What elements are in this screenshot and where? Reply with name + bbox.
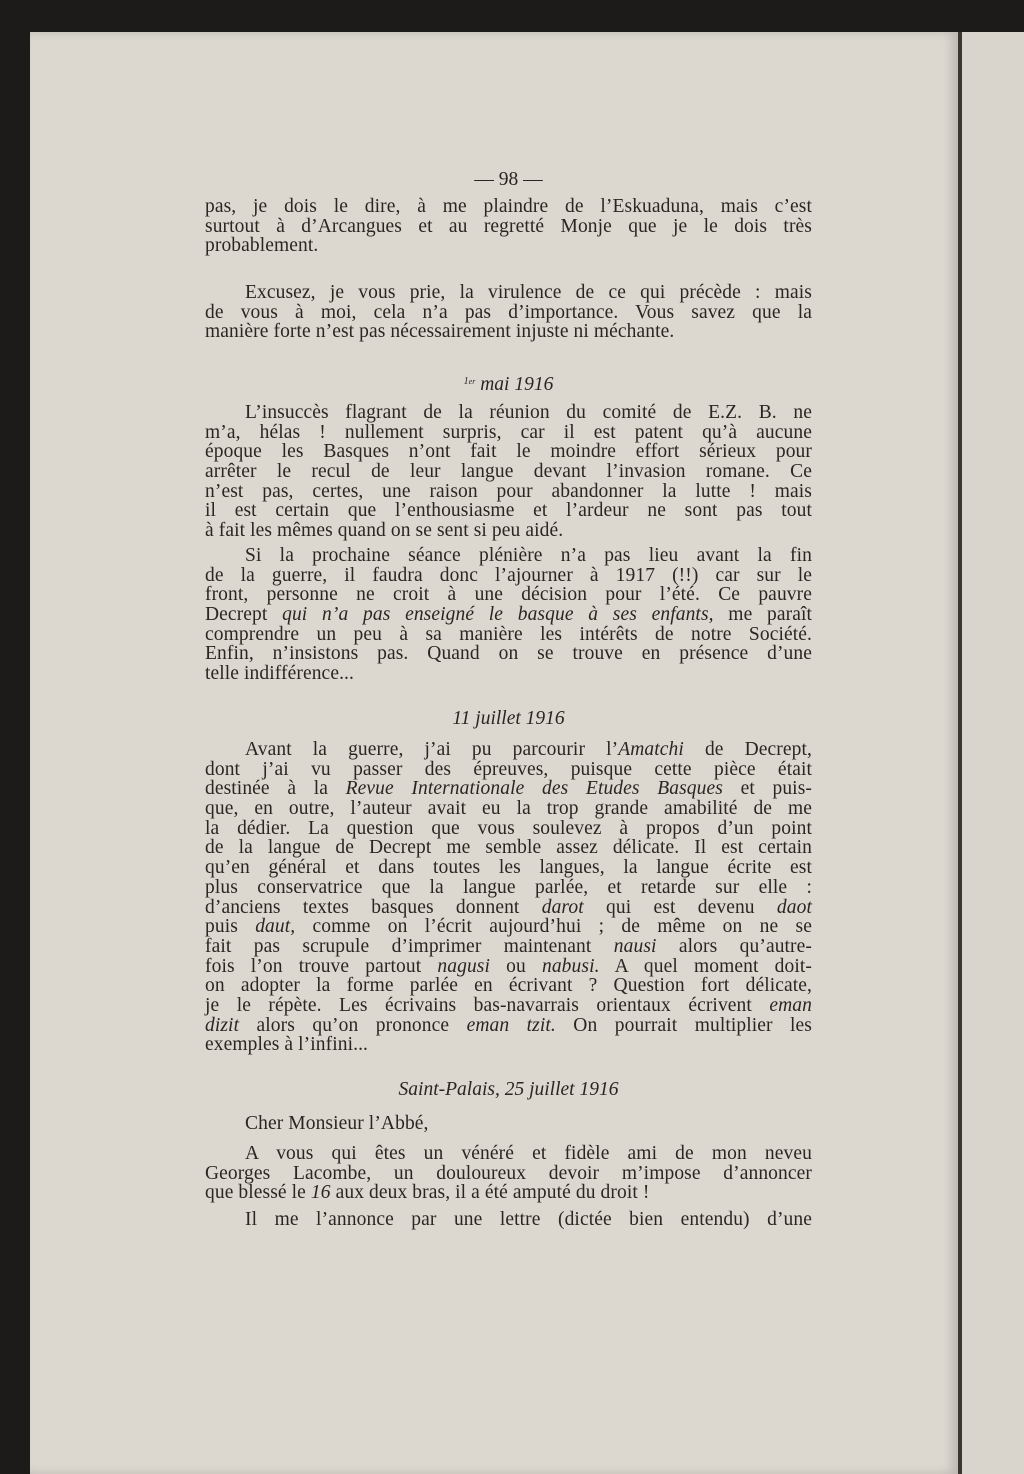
text-run: il est certain que l’enthousiasme et l’ardeur ne sont pas tout xyxy=(205,500,812,522)
text-run: de la langue de Decrept me semble assez délicate. Il est certain xyxy=(205,837,812,859)
text-line xyxy=(205,501,812,521)
text-line xyxy=(205,878,812,898)
text-run: fait pas scrupule d’imprimer maintenant xyxy=(205,935,614,957)
italic-text: daot xyxy=(776,896,812,918)
text-run: aux deux bras, il a été amputé du droit ! xyxy=(330,1182,650,1204)
text-line xyxy=(205,625,812,645)
text-run: qu’en général et dans toutes les langues, la langue écrite est xyxy=(205,857,812,879)
text-run: L’insuccès flagrant de la réunion du comité de E.Z. B. ne xyxy=(245,402,812,423)
text-line xyxy=(205,1114,812,1134)
text-run: fois l’on trouve partout xyxy=(205,955,438,977)
text-run: ou xyxy=(490,955,542,977)
text-run: dont j’ai vu passer des épreuves, puisque cette pièce était xyxy=(205,758,812,780)
text-run: de Decrept, xyxy=(683,739,812,760)
text-run: surtout à d’Arcangues et au regretté Monje que je le dois très xyxy=(205,215,812,237)
text-run: Cher Monsieur l’Abbé, xyxy=(245,1113,429,1134)
text-line xyxy=(205,1210,812,1230)
text-line xyxy=(205,403,812,423)
text-run: Excusez, je vous prie, la virulence de ce qui précède : mais xyxy=(245,282,812,303)
text-line xyxy=(205,322,812,342)
page-number: — 98 — xyxy=(474,169,543,190)
text-line xyxy=(205,1183,812,1203)
text-line xyxy=(205,217,812,237)
text-run: plus conservatrice que la langue parlée, et retarde sur elle : xyxy=(205,876,812,898)
text-run: A quel moment doit- xyxy=(599,955,812,977)
text-run: manière forte n’est pas nécessairement injuste ni méchante. xyxy=(205,321,675,343)
text-run: probablement. xyxy=(205,235,319,257)
text-run: Georges Lacombe, un douloureux devoir m’impose d’annoncer xyxy=(205,1162,812,1184)
text-line xyxy=(205,283,812,303)
text-run: A vous qui êtes un vénéré et fidèle ami de mon neveu xyxy=(245,1143,812,1164)
paragraph xyxy=(205,1114,812,1134)
text-run: comprendre un peu à sa manière les intérêts de notre Société. xyxy=(205,623,812,645)
paragraph xyxy=(205,403,812,541)
italic-text: darot xyxy=(541,896,584,918)
text-run: m’a, hélas ! nullement surpris, car il est patent qu’à aucune xyxy=(205,421,812,443)
text-run: comme on l’écrit aujourd’hui ; de même on ne se xyxy=(295,916,812,938)
text-line xyxy=(205,236,812,256)
heading-text: Saint-Palais, 25 juillet 1916 xyxy=(398,1079,619,1100)
text-run: front, personne ne croit à une décision pour l’été. Ce pauvre xyxy=(205,584,812,606)
text-run: Avant la guerre, j’ai pu parcourir l’ xyxy=(245,739,619,760)
text-line xyxy=(205,799,812,819)
text-line xyxy=(205,1164,812,1184)
italic-text: Amatchi xyxy=(618,739,684,760)
text-line xyxy=(205,898,812,918)
paragraph xyxy=(205,197,812,256)
paragraph xyxy=(205,1144,812,1203)
text-line xyxy=(205,585,812,605)
text-line xyxy=(205,957,812,977)
text-line xyxy=(205,664,812,684)
text-line xyxy=(205,423,812,443)
text-line xyxy=(205,566,812,586)
text-line xyxy=(205,779,812,799)
paragraph xyxy=(205,283,812,342)
italic-text: eman tzit. xyxy=(466,1014,556,1036)
text-line xyxy=(205,1016,812,1036)
text-line xyxy=(205,996,812,1016)
text-line xyxy=(205,482,812,502)
text-line xyxy=(205,1035,812,1055)
text-run: que blessé le xyxy=(205,1182,311,1204)
text-run: d’anciens textes basques donnent xyxy=(205,896,542,918)
text-line xyxy=(205,740,812,760)
paragraph xyxy=(205,546,812,684)
italic-text: nagusi xyxy=(437,955,490,977)
text-line xyxy=(205,838,812,858)
text-run: Il me l’annonce par une lettre (dictée bien entendu) d’une xyxy=(245,1209,812,1230)
text-run: on adopter la forme parlée en écrivant ? Question fort délicate, xyxy=(205,975,812,997)
text-line xyxy=(205,521,812,541)
text-run: époque les Basques n’ont fait le moindre effort sérieux pour xyxy=(205,441,812,463)
text-run: me paraît xyxy=(713,604,813,626)
text-line xyxy=(205,644,812,664)
text-run: Decrept xyxy=(205,604,283,626)
heading-text: $^{1er}$ mai 1916 xyxy=(463,374,554,395)
text-line xyxy=(205,917,812,937)
italic-text: daut, xyxy=(255,916,296,938)
heading-ordinal: 1er xyxy=(463,376,476,387)
text-line xyxy=(205,858,812,878)
text-run: Enfin, n’insistons pas. Quand on se trouve en présence d’une xyxy=(205,643,812,665)
text-run: telle indifférence... xyxy=(205,663,354,685)
text-run: je le répète. Les écrivains bas-navarrais orientaux écrivent xyxy=(205,994,770,1016)
italic-text: qui n’a pas enseigné le basque à ses enfants, xyxy=(282,604,714,626)
text-line xyxy=(205,937,812,957)
italic-text: dizit xyxy=(205,1014,240,1036)
text-run: que, en outre, l’auteur avait eu la trop grande amabilité de me xyxy=(205,798,812,820)
text-line xyxy=(205,1144,812,1164)
text-run: pas, je dois le dire, à me plaindre de l’Eskuaduna, mais c’est xyxy=(205,196,812,217)
text-line xyxy=(205,197,812,217)
text-run: à fait les mêmes quand on se sent si peu aidé. xyxy=(205,520,564,542)
text-run: alors qu’on prononce xyxy=(239,1014,467,1036)
text-line xyxy=(205,760,812,780)
paragraph xyxy=(205,1210,812,1230)
italic-text: nausi xyxy=(613,935,657,957)
text-run: arrêter le recul de leur langue devant l’invasion romane. Ce xyxy=(205,461,812,483)
text-run: et puis- xyxy=(722,778,812,800)
text-run: Si la prochaine séance plénière n’a pas lieu avant la fin xyxy=(245,545,812,566)
text-line xyxy=(205,303,812,323)
text-line xyxy=(205,976,812,996)
italic-text: Revue Internationale des Etudes Basques xyxy=(345,778,723,800)
text-run: qui est devenu xyxy=(583,896,777,918)
heading-text: 11 juillet 1916 xyxy=(452,708,565,729)
section-date-heading xyxy=(205,372,812,395)
italic-text: nabusi. xyxy=(541,955,600,977)
italic-text: eman xyxy=(769,994,812,1016)
text-run: On pourrait multiplier les xyxy=(555,1014,812,1036)
italic-text: 16 xyxy=(310,1182,331,1204)
text-line xyxy=(205,819,812,839)
paragraph xyxy=(205,740,812,1055)
text-line xyxy=(205,605,812,625)
section-date-heading xyxy=(205,1080,812,1100)
text-run: n’est pas, certes, une raison pour abandonner la lutte ! mais xyxy=(205,480,812,502)
text-run: la dédier. La question que vous soulevez à propos d’un point xyxy=(205,817,812,839)
text-run: de la guerre, il faudra donc l’ajourner à 1917 (!!) car sur le xyxy=(205,564,812,586)
text-line xyxy=(205,442,812,462)
text-run: exemples à l’infini... xyxy=(205,1034,369,1056)
text-run: destinée à la xyxy=(205,778,346,800)
text-line xyxy=(205,462,812,482)
text-run: puis xyxy=(205,916,256,938)
text-run: alors qu’autre- xyxy=(656,935,813,957)
text-line xyxy=(205,546,812,566)
text-run: de vous à moi, cela n’a pas d’importance. Vous savez que la xyxy=(205,301,812,323)
section-date-heading xyxy=(205,709,812,729)
adjacent-page xyxy=(962,32,1024,1474)
